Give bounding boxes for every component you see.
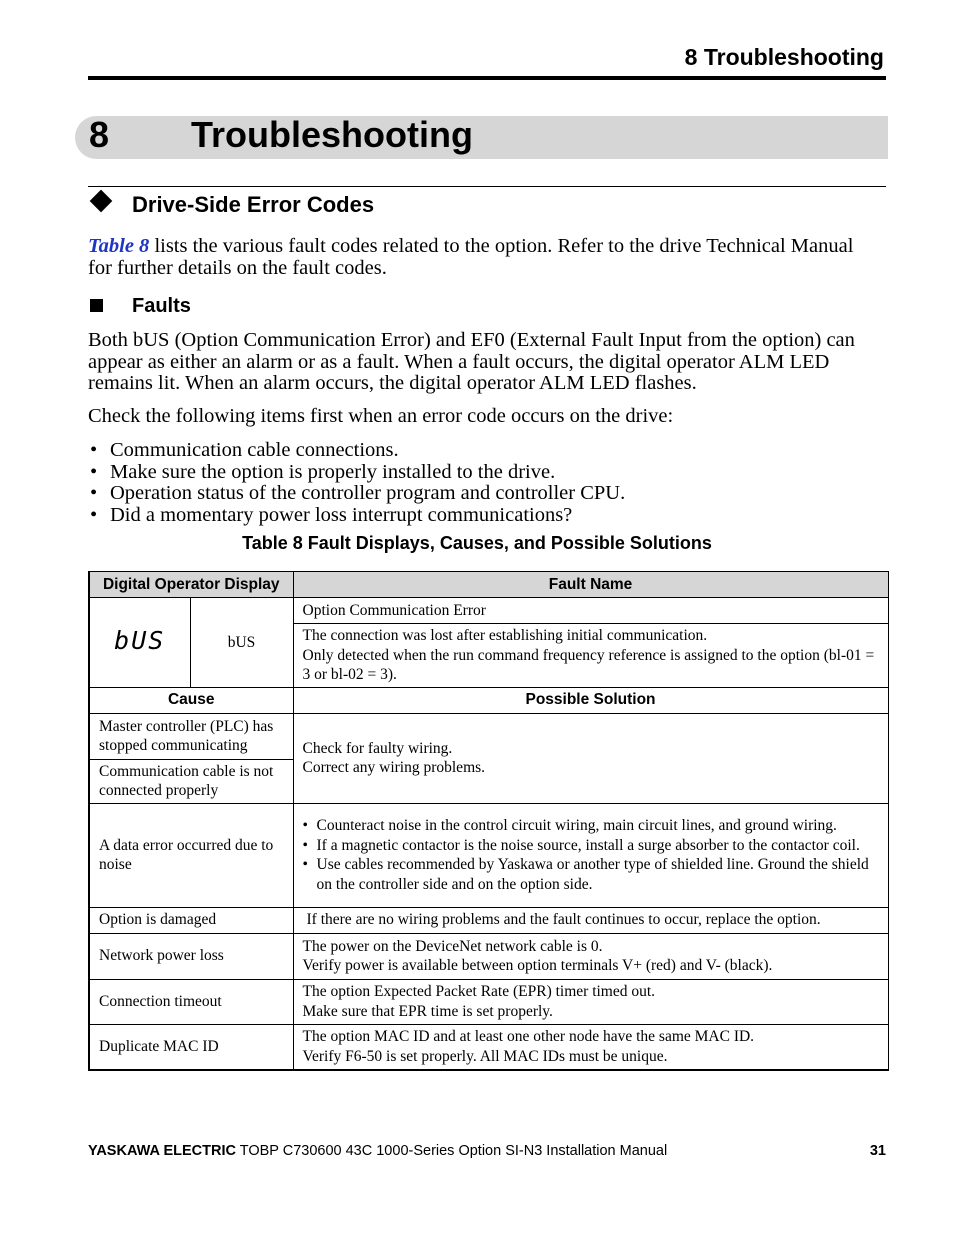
list-item: • Communication cable connections. xyxy=(88,440,625,462)
intro-text: lists the various fault codes related to the option. Refer to the drive Technical Manual for further details on the fault codes. xyxy=(88,235,854,279)
table-caption: Table 8 Fault Displays, Causes, and Possible Solutions xyxy=(242,533,712,553)
solution-line: The option MAC ID and at least one other node have the same MAC ID. xyxy=(302,1028,755,1046)
subsection-title: Faults xyxy=(132,295,191,317)
cause-cell: Network power loss xyxy=(89,933,293,979)
diamond-bullet-icon xyxy=(90,190,113,213)
display-text-cell: bUS xyxy=(190,598,293,688)
chapter-heading xyxy=(75,116,888,159)
column-header-solution: Possible Solution xyxy=(293,687,888,713)
cause-cell: Option is damaged xyxy=(89,907,293,933)
fault-table xyxy=(88,571,889,1071)
solution-line: The power on the DeviceNet network cable is 0. xyxy=(302,937,603,955)
solution-line: The option Expected Packet Rate (EPR) timer timed out. xyxy=(302,983,656,1000)
solution-cell xyxy=(293,803,888,907)
list-item: • Counteract noise in the control circuit wiring, main circuit lines, and ground wiring. xyxy=(303,816,882,836)
column-header-cause: Cause xyxy=(89,687,293,713)
list-item: • Make sure the option is properly installed to the drive. xyxy=(88,462,625,484)
solution-line: Verify power is available between option terminals V+ (red) and V- (black). xyxy=(302,957,773,974)
cause-cell: Master controller (PLC) has stopped communicating xyxy=(89,713,293,759)
solution-cell xyxy=(293,1024,888,1070)
running-head: 8 Troubleshooting xyxy=(684,44,884,70)
square-bullet-icon xyxy=(90,299,103,312)
table-8-link[interactable]: Table 8 xyxy=(88,235,150,257)
chapter-number: 8 xyxy=(89,114,110,155)
seven-segment-display: bUS xyxy=(114,625,166,655)
fault-description-line: The connection was lost after establishing initial communication. xyxy=(302,627,708,644)
footer-brand: YASKAWA ELECTRIC xyxy=(88,1143,236,1159)
list-item: • If a magnetic contactor is the noise source, install a surge absorber to the contactor coil. xyxy=(303,836,882,856)
cause-cell: A data error occurred due to noise xyxy=(89,803,293,907)
list-item: • Did a momentary power loss interrupt communications? xyxy=(88,505,625,527)
column-header-fault-name: Fault Name xyxy=(293,572,888,598)
solution-cell: If there are no wiring problems and the fault continues to occur, replace the option. xyxy=(293,907,888,933)
faults-paragraph: Both bUS (Option Communication Error) and EF0 (External Fault Input from the option) can appear as either an alarm or as a fault. When a fault occurs, the digital operator ALM LED remains lit. When an alarm occurs, the digital operator ALM LED flashes. xyxy=(88,329,855,394)
page-number: 31 xyxy=(869,1143,886,1159)
section-intro xyxy=(88,236,878,279)
page-footer xyxy=(88,1143,886,1159)
section-title: Drive-Side Error Codes xyxy=(132,192,375,217)
footer-doc-title: TOBP C730600 43C 1000-Series Option SI-N3 Installation Manual xyxy=(235,1143,668,1159)
solution-cell xyxy=(293,979,888,1024)
fault-description-line: Only detected when the run command frequency reference is assigned to the option (bl-01 = 3 or bl-02 = 3). xyxy=(302,646,875,683)
check-items-list xyxy=(88,440,625,527)
list-item: • Use cables recommended by Yaskawa or another type of shielded line. Ground the shield on the controller side and on the option side. xyxy=(303,855,882,894)
header-rule xyxy=(88,76,886,80)
fault-description-cell xyxy=(293,624,888,688)
solution-cell xyxy=(293,933,888,979)
display-symbol-cell xyxy=(89,598,190,688)
solution-list xyxy=(303,816,882,894)
column-header-display: Digital Operator Display xyxy=(89,572,293,598)
solution-line: Verify F6-50 is set properly. All MAC IDs must be unique. xyxy=(302,1047,668,1065)
section-rule xyxy=(88,186,886,187)
chapter-title: Troubleshooting xyxy=(191,114,473,155)
solution-cell xyxy=(293,713,888,803)
list-item: • Operation status of the controller program and controller CPU. xyxy=(88,483,625,505)
solution-line: Make sure that EPR time is set properly. xyxy=(302,1002,553,1020)
cause-cell: Duplicate MAC ID xyxy=(89,1024,293,1070)
solution-line: Check for faulty wiring. xyxy=(302,739,453,757)
check-items-paragraph: Check the following items first when an error code occurs on the drive: xyxy=(88,405,674,427)
solution-line: Correct any wiring problems. xyxy=(302,759,486,776)
cause-cell: Connection timeout xyxy=(89,979,293,1024)
cause-cell: Communication cable is not connected properly xyxy=(89,759,293,803)
fault-name-cell: Option Communication Error xyxy=(293,598,888,624)
